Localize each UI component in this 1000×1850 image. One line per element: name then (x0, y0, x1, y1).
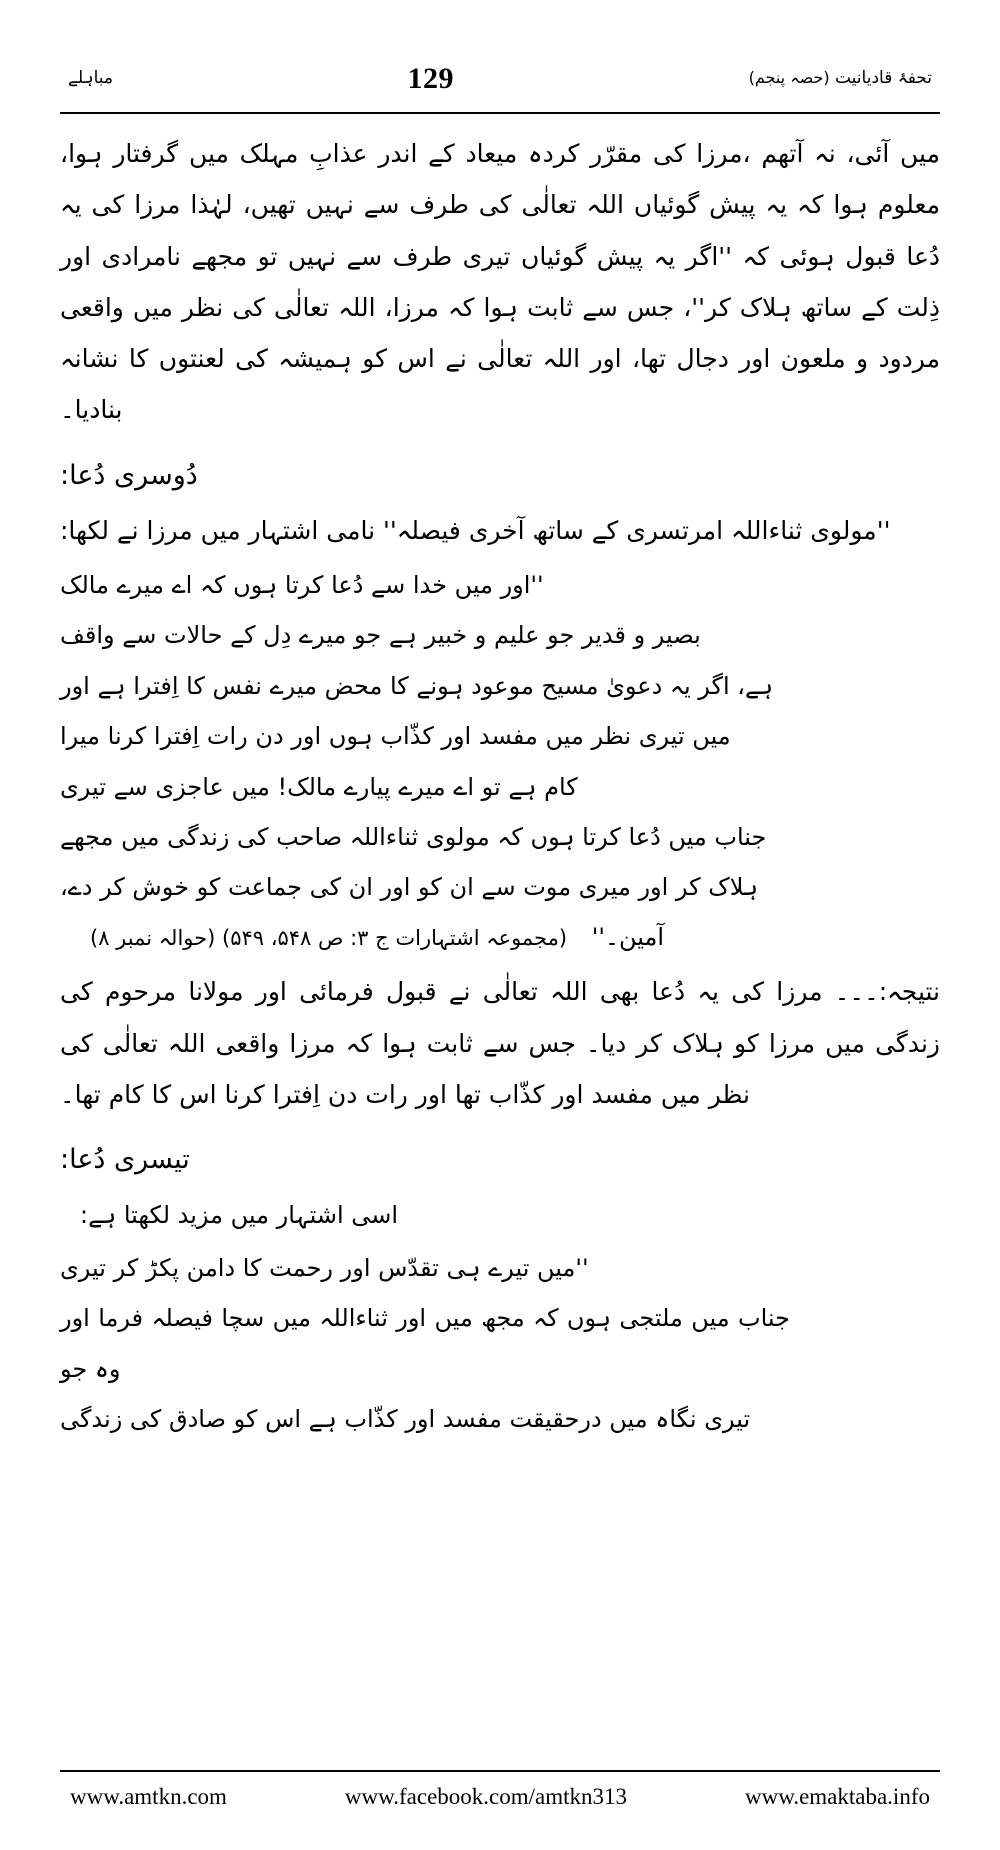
page-footer (60, 1770, 940, 1810)
quote-line: جناب میں ملتجی ہوں کہ مجھ میں اور ثناءاللہ میں سچا فیصلہ فرما اور وہ جو (60, 1304, 790, 1383)
page-number: 129 (407, 62, 455, 95)
page-content (60, 114, 940, 1770)
header-book-title: تحفۂ قادیانیت (834, 68, 932, 89)
footer-link-facebook[interactable]: www.facebook.com/amtkn313 (344, 1784, 628, 1809)
footer-divider (60, 1770, 940, 1772)
quote-line: تیری نگاہ میں درحقیقت مفسد اور کذّاب ہے اس کو صادق کی زندگی (60, 1404, 751, 1433)
quote-line: ہے، اگر یہ دعویٰ مسیح موعود ہونے کا محض میرے نفس کا اِفترا ہے اور (60, 671, 774, 700)
third-dua-intro: اسی اشتہار میں مزید لکھتا ہے: (80, 1200, 399, 1229)
quote-line: بصیر و قدیر جو علیم و خبیر ہے جو میرے دِل کے حالات سے واقف (60, 621, 701, 650)
header-left-label: مباہلے (68, 68, 113, 89)
opening-paragraph: میں آئی، نہ آتھم ،مرزا کی مقرّر کردہ میعاد کے اندر عذابِ مہلک میں گرفتار ہوا، معلوم ہوا کہ یہ پیش گوئیاں اللہ تعالٰی کی طرف سے نہیں تھیں، لہٰذا مرزا کی یہ دُعا قبول ہوئی کہ ''اگر یہ پیش گوئیاں تیری طرف سے نہیں تو مجھے نامرادی اور ذِلت کے ساتھ ہلاک کر''، جس سے ثابت ہوا کہ مرزا، اللہ تعالٰی کی نظر میں واقعی مردود و ملعون اور دجال تھا، اور اللہ تعالٰی نے اس کو ہمیشہ کی لعنتوں کا نشانہ بنادیا۔ (60, 139, 940, 425)
second-dua-quote (60, 560, 940, 913)
result-paragraph: نتیجہ:۔۔۔ مرزا کی یہ دُعا بھی اللہ تعالٰی نے قبول فرمائی اور مولانا مرحوم کی زندگی میں مرزا کو ہلاک کر دیا۔ جس سے ثابت ہوا کہ مرزا واقعی اللہ تعالٰی کی نظر میں مفسد اور کذّاب تھا اور رات دن اِفترا کرنا اس کا کام تھا۔ (60, 977, 940, 1109)
footer-link-emaktaba[interactable]: www.emaktaba.info (744, 1784, 930, 1809)
second-dua-reference-line (60, 915, 940, 961)
header-right (749, 66, 932, 92)
quote-line: میں تیری نظر میں مفسد اور کذّاب ہوں اور دن رات اِفترا کرنا میرا (60, 722, 731, 751)
footer-link-website[interactable]: www.amtkn.com (70, 1784, 227, 1809)
second-dua-amen: آمین۔'' (591, 922, 665, 951)
footer-links (60, 1782, 940, 1810)
quote-line: ''میں تیرے ہی تقدّس اور رحمت کا دامن پکڑ کر تیری (60, 1253, 589, 1282)
third-dua-quote (60, 1243, 940, 1445)
header-volume: (حصہ پنجم) (748, 68, 830, 88)
quote-line: ہلاک کر اور میری موت سے ان کو اور ان کی جماعت کو خوش کر دے، (60, 873, 759, 902)
heading-second-dua: دُوسری دُعا: (60, 459, 198, 491)
quote-line: جناب میں دُعا کرتا ہوں کہ مولوی ثناءاللہ صاحب کی زندگی میں مجھے (60, 823, 767, 852)
second-dua-intro: ''مولوی ثناءاللہ امرتسری کے ساتھ آخری فیصلہ'' نامی اشتہار میں مرزا نے لکھا: (60, 516, 891, 546)
second-dua-reference: (مجموعہ اشتہارات ج ۳: ص ۵۴۸، ۵۴۹) (حوالہ نمبر ۸) (90, 925, 568, 950)
quote-line: کام ہے تو اے میرے پیارے مالک! میں عاجزی سے تیری (60, 772, 578, 801)
page-header (60, 56, 940, 108)
quote-line: ''اور میں خدا سے دُعا کرتا ہوں کہ اے میرے مالک (60, 571, 544, 600)
heading-third-dua: تیسری دُعا: (60, 1144, 190, 1176)
